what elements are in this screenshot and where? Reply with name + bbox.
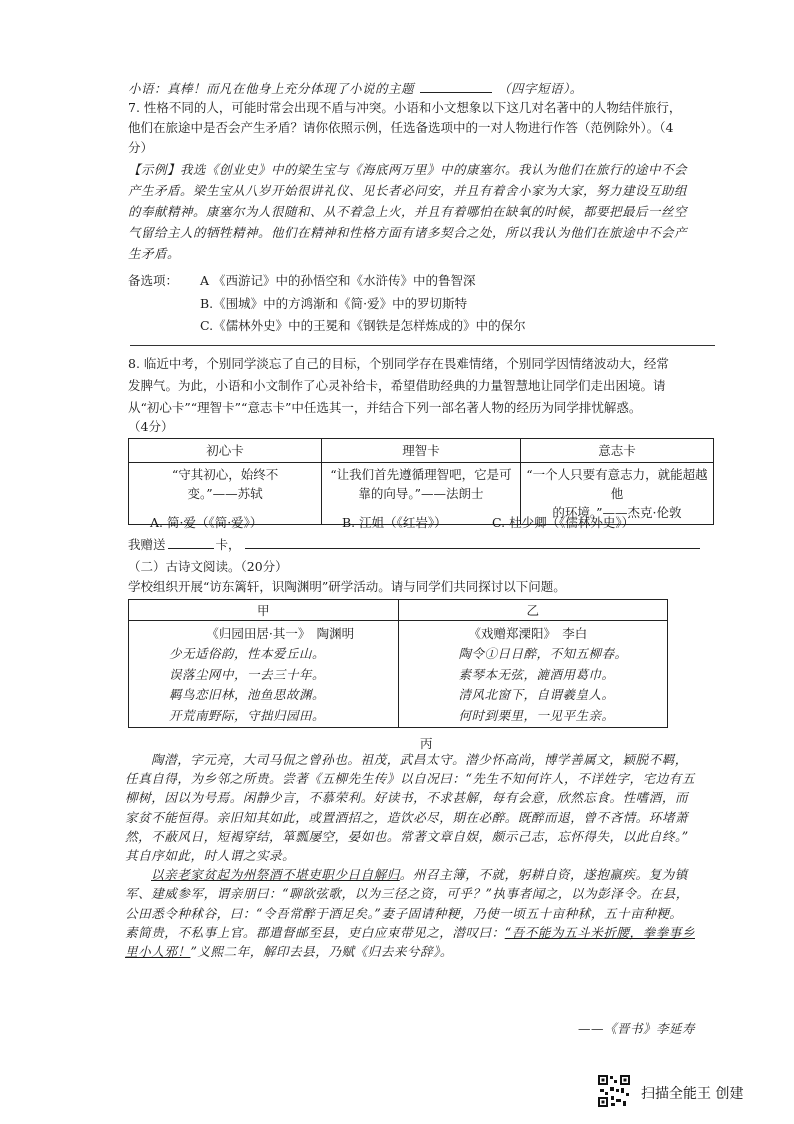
poem-label: 甲 <box>129 600 399 621</box>
card-quote-line: 变。”——苏轼 <box>187 486 263 501</box>
passage-source: ——《晋书》李延寿 <box>578 1021 696 1036</box>
passage-line: 柳树，因以为号焉。闲静少言，不慕荣利。好读书，不求甚解，每有会意，欣然忘食。性嗜酒，而 <box>125 790 689 806</box>
passage-bing <box>125 750 715 961</box>
answer-blank[interactable] <box>420 80 492 93</box>
q7-line-3: 分） <box>128 140 154 155</box>
poem-title: 《戏赠郑溧阳》 李白 <box>468 626 588 641</box>
card-header: 意志卡 <box>520 439 713 463</box>
poem-line: 清风北窗下，自谓羲皇人。 <box>458 687 615 702</box>
q8-line-1: 8. 临近中考，个别同学淡忘了自己的目标，个别同学存在畏难情绪，个别同学因情绪波动大，经常 <box>128 356 669 371</box>
card-quote-line: “让我们首先遵循理智吧，它是可 <box>330 467 512 482</box>
q6-tail-hint: （四字短语）。 <box>498 81 583 96</box>
q7-options-label: 备选项： <box>128 273 179 288</box>
answer-blank[interactable] <box>245 536 700 549</box>
card-quote-line: “守其初心，始终不 <box>171 467 279 482</box>
poem-line: 少无适俗韵，性本爱丘山。 <box>169 646 326 661</box>
q8-choice-a: A. 简·爱（《简·爱》） <box>150 515 263 530</box>
poem-title: 《归园田居·其一》 陶渊明 <box>206 626 355 641</box>
passage-line: 以亲老家贫起为州祭酒不堪吏职少日自解归。州召主簿，不就，躬耕自资，遂抱羸疾。复为镇 <box>151 867 688 883</box>
card-blank[interactable] <box>168 536 214 549</box>
passage-label: 丙 <box>420 736 433 751</box>
q8-answer-line <box>128 536 700 554</box>
q8-choice-b: B. 江姐（《红岩》） <box>342 515 447 530</box>
qr-code-icon <box>597 1074 631 1108</box>
poem-line: 开荒南野际，守拙归园田。 <box>169 707 326 723</box>
passage-line: 然，不蔽风日，短褐穿结，箪瓢屡空，晏如也。常著文章自娱，颇示己志，忘怀得失，以此自终。” <box>125 828 689 844</box>
q7-example-1: 【示例】我选《创业史》中的梁生宝与《海底两万里》中的康塞尔。我认为他们在旅行的途中不会 <box>128 162 688 177</box>
card-header: 理智卡 <box>322 439 521 463</box>
poems-table <box>128 599 668 728</box>
q8-choice-c: C. 杜少卿（《儒林外史》） <box>492 515 635 530</box>
q7-line-2: 他们在旅途中是否会产生矛盾？请你依照示例，任选备选项中的一对人物进行作答（范例除外）。（4 <box>128 120 674 135</box>
card-quote-line: 靠的向导。”——法朗士 <box>358 486 484 501</box>
scanner-brand: 扫描全能王 创建 <box>641 1086 744 1102</box>
card-quote-line: “一个人只要有意志力，就能超越他 <box>526 467 708 501</box>
q8-send-suffix: 卡， <box>215 537 241 552</box>
passage-line: 陶潜，字元亮，大司马侃之曾孙也。祖茂，武昌太守。潜少怀高尚，博学善属文，颖脱不羁， <box>151 752 688 767</box>
q8-send-label: 我赠送 <box>128 537 166 552</box>
passage-line: 公田悉令种秫谷，曰：“令吾常醉于酒足矣。”妻子固请种粳，乃使一顷五十亩种秫，五十亩种粳。 <box>125 905 683 921</box>
q7-example-4: 气留给主人的牺牲精神。他们在精神和性格方面有诸多契合之处，所以我认为他们在旅途中不会产 <box>128 225 688 240</box>
passage-line: 家贫不能恒得。亲旧知其如此，或置酒招之，造饮必尽，期在必醉。既醉而退，曾不吝情。环堵萧 <box>125 809 689 825</box>
underlined-sentence: 以亲老家贫起为州祭酒不堪吏职少日自解归 <box>151 867 400 883</box>
poem-yi <box>398 621 668 728</box>
q8-line-3: 从“初心卡”“理智卡”“意志卡”中任选其一，并结合下列一部名著人物的经历为同学排忧解惑。 <box>128 400 642 415</box>
q7-example-5: 生矛盾。 <box>128 246 181 261</box>
section-intro: 学校组织开展“访东篱轩，识陶渊明”研学活动。请与同学们共同探讨以下问题。 <box>128 579 566 594</box>
passage-line: 任真自得，为乡邻之所贵。尝著《五柳先生传》以自况曰：“先生不知何许人，不详姓字，宅边有五 <box>125 771 695 787</box>
underlined-sentence: 里小人邪！ <box>125 944 191 960</box>
poem-line: 误落尘网中，一去三十年。 <box>169 666 326 682</box>
poem-line: 羁鸟恋旧林，池鱼思故渊。 <box>169 687 326 702</box>
poem-label: 乙 <box>398 600 668 621</box>
card-quote-line: 的环境。”——杰克·伦敦 <box>552 505 682 520</box>
poem-line: 素琴本无弦，漉酒用葛巾。 <box>458 666 615 682</box>
q7-option-a: A 《西游记》中的孙悟空和《水浒传》中的鲁智深 <box>200 273 476 288</box>
q8-line-4: （4分） <box>128 419 174 434</box>
poem-line: 陶令①日日醉，不知五柳春。 <box>458 646 628 661</box>
q7-line-1: 7. 性格不同的人，可能时常会出现不盾与冲突。小语和小文想象以下这几对名著中的人物结伴旅行， <box>128 100 682 115</box>
cards-table <box>128 438 714 525</box>
q7-option-c: C.《儒林外史》中的王冕和《钢铁是怎样炼成的》中的保尔 <box>200 318 526 333</box>
q6-tail-text: 小语：真棒！而凡在他身上充分体现了小说的主题 <box>128 81 415 96</box>
q8-line-2: 发脾气。为此，小语和小文制作了心灵补给卡，希望借助经典的力量智慧地让同学们走出困境。请 <box>128 378 666 393</box>
passage-line: 里小人邪！”义熙二年，解印去县，乃赋《归去来兮辞》。 <box>125 944 453 960</box>
poem-line: 何时到栗里，一见平生亲。 <box>458 707 615 723</box>
q7-example-2: 产生矛盾。梁生宝从八岁开始很讲礼仪、见长者必问安，并且有着舍小家为大家，努力建设互助组 <box>128 183 688 198</box>
poem-jia <box>129 621 399 728</box>
q7-option-b: B.《围城》中的方鸿渐和《简·爱》中的罗切斯特 <box>200 296 468 311</box>
underlined-sentence: “吾不能为五斗米折腰，拳拳事乡 <box>504 924 695 940</box>
passage-line: 素简贵，不私事上官。郡遣督邮至县，吏白应束带见之，潜叹曰：“吾不能为五斗米折腰，拳拳事乡 <box>125 924 695 940</box>
passage-line: 军、建威参军，谓亲朋曰：“聊欲弦歌，以为三径之资，可乎？”执事者闻之，以为彭泽令。在县， <box>125 886 689 902</box>
q7-example-3: 的奉献精神。康塞尔为人很随和、从不着急上火，并且有着哪怕在缺氧的时候，都要把最后一丝空 <box>128 204 688 219</box>
q6-tail-line <box>128 80 583 98</box>
card-header: 初心卡 <box>129 439 322 463</box>
section-title: （二）古诗文阅读。（20分） <box>128 559 288 574</box>
answer-line[interactable] <box>130 345 715 346</box>
passage-line: 其自序如此，时人谓之实录。 <box>125 848 296 864</box>
